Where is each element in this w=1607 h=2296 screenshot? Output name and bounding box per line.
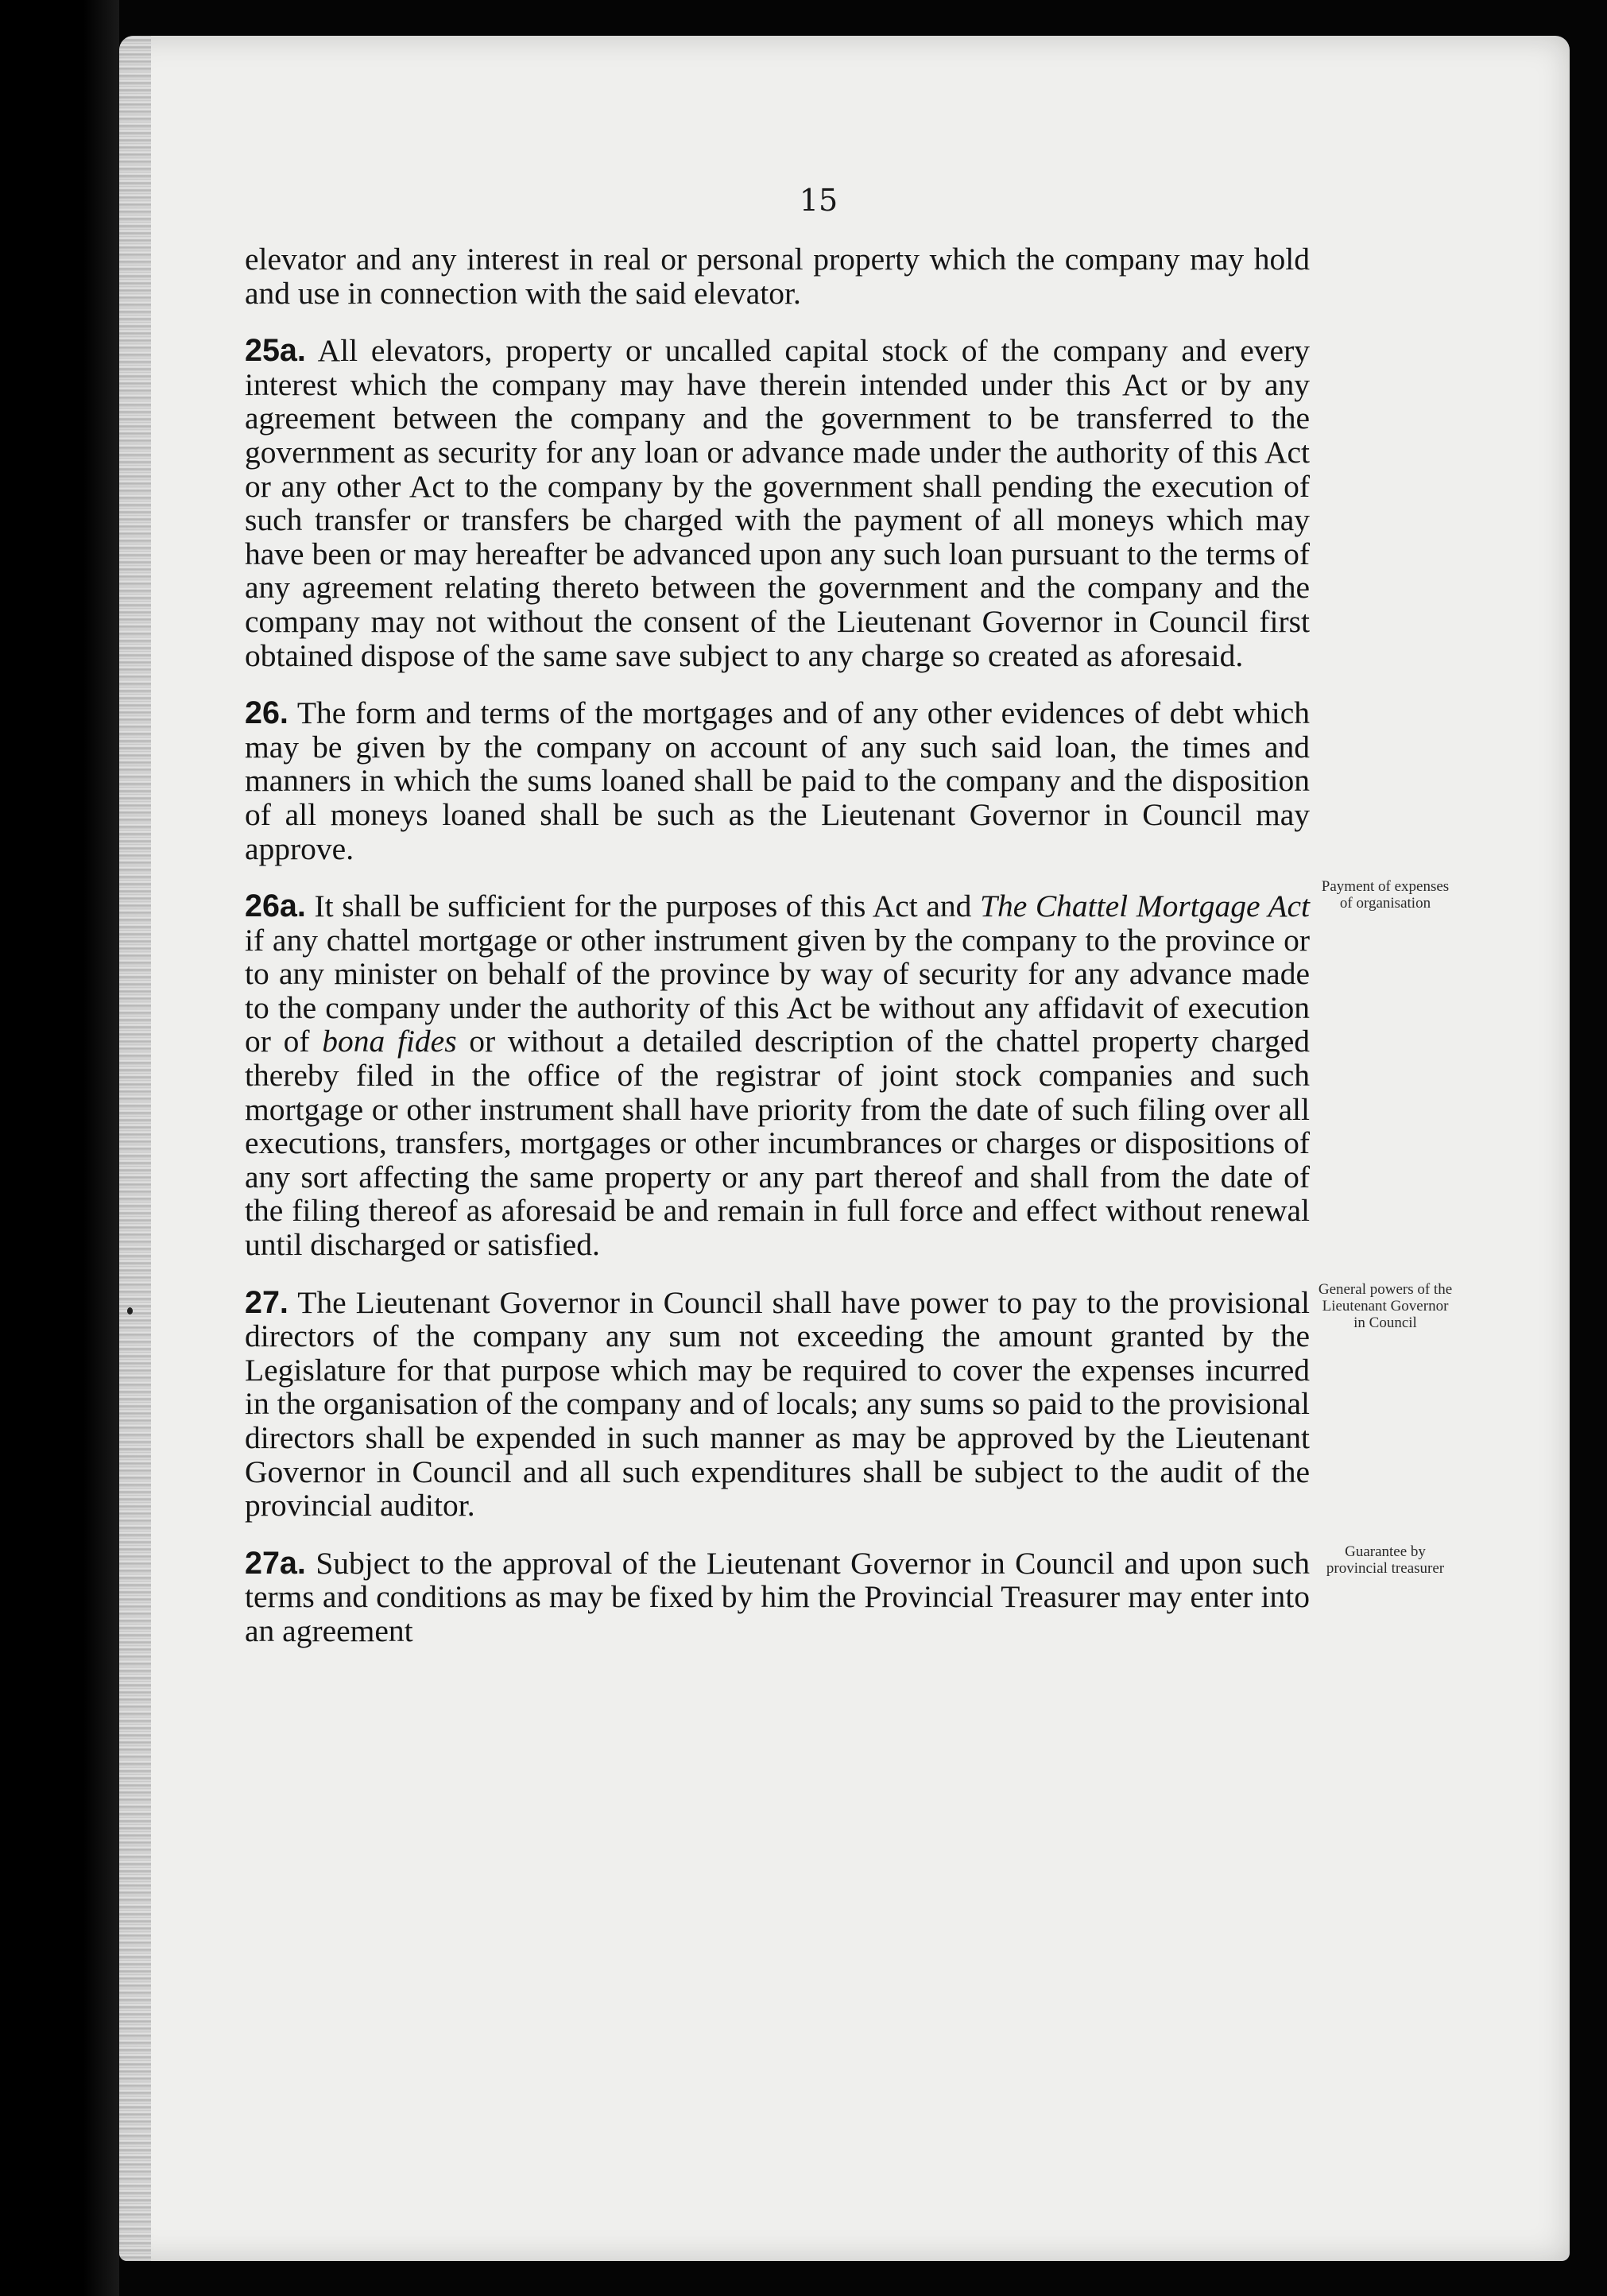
document-page <box>119 36 1570 2261</box>
margin-note-payment-expenses: Payment of expenses of organisation <box>1321 878 1450 912</box>
body-text <box>245 242 1453 1648</box>
section-number: 27. <box>245 1284 288 1320</box>
section-number: 27a. <box>245 1545 306 1581</box>
section-number: 25a. <box>245 333 306 369</box>
section-text: All elevators, property or uncalled capital stock of the company and every interest which the company may have therein intended under this Act or by any agreement between the company and the government to be transferred to the government as security for any loan or advance made under the authority of this Act or any other Act to the company by the government shall pending the execution of such transfer or transfers be charged with the payment of all moneys which may have been or may hereafter be advanced upon any such loan pursuant to the terms of any agreement relating thereto between the government and the company and the company may not without the consent of the Lieutenant Governor in Council first obtained dispose of the same save subject to any charge so created as aforesaid. <box>245 333 1310 673</box>
section-26 <box>245 696 1310 865</box>
latin-term: bona fides <box>322 1024 457 1059</box>
section-27 <box>245 1286 1310 1523</box>
act-title: The Chattel Mortgage Act <box>979 889 1310 924</box>
section-text: if any chattel mortgage or other instrument given by the company to the province or to any minister on behalf of the province by way of security for any advance made to the company under the authority of this Act be without any affidavit of execution or of <box>245 922 1310 1059</box>
section-27-block <box>245 1280 1453 1524</box>
section-26a <box>245 889 1310 1262</box>
page-binding-edge <box>119 36 151 2261</box>
scan-border <box>0 0 119 2296</box>
section-text: Subject to the approval of the Lieutenant Governor in Council and upon such terms and conditions as may be fixed by him the Provincial Treasurer may enter into an agreement <box>245 1545 1310 1648</box>
margin-note-general-powers: General powers of the Lieutenant Governor in Council <box>1318 1280 1453 1331</box>
section-27a <box>245 1547 1310 1648</box>
scan-speck <box>127 1307 133 1314</box>
paragraph-intro: elevator and any interest in real or personal property which the company may hold and use in connection with the said elevator. <box>245 242 1310 311</box>
section-27a-block <box>245 1543 1445 1648</box>
section-text: or without a detailed description of the chattel property charged thereby filed in the office of the registrar of joint stock companies and such mortgage or other instrument shall have priority from the date of such filing over all executions, transfers, mortgages or other incumbrances or charges or dispositions of any sort affecting the same property or any part thereof and shall from the date of the filing thereof as aforesaid be and remain in full force and effect without renewal until discharged or satisfied. <box>245 1024 1310 1263</box>
section-number: 26a. <box>245 889 306 924</box>
section-number: 26. <box>245 695 288 731</box>
section-text: The Lieutenant Governor in Council shall have power to pay to the provisional directors of the company any sum not exceeding the amount granted by the Legislature for that purpose which may be required to cover the expenses incurred in the organisation of the company and of locals; any sums so paid to the provisional directors shall be expended in such manner as may be approved by the Lieutenant Governor in Council and all such expenditures shall be subject to the audit of the provincial auditor. <box>245 1284 1310 1524</box>
margin-note-guarantee: Guarantee by provincial treasurer <box>1326 1543 1445 1577</box>
section-text: The form and terms of the mortgages and of any other evidences of debt which may be given by the company on account of any such said loan, the times and manners in which the sums loaned shall be paid to the company and the disposition of all moneys loaned shall be such as the Lieutenant Governor in Council may approve. <box>245 695 1310 866</box>
section-text: It shall be sufficient for the purposes of this Act and <box>305 889 980 924</box>
section-25a <box>245 334 1310 672</box>
page-number: 15 <box>799 183 838 218</box>
section-26a-block <box>245 878 1450 1263</box>
